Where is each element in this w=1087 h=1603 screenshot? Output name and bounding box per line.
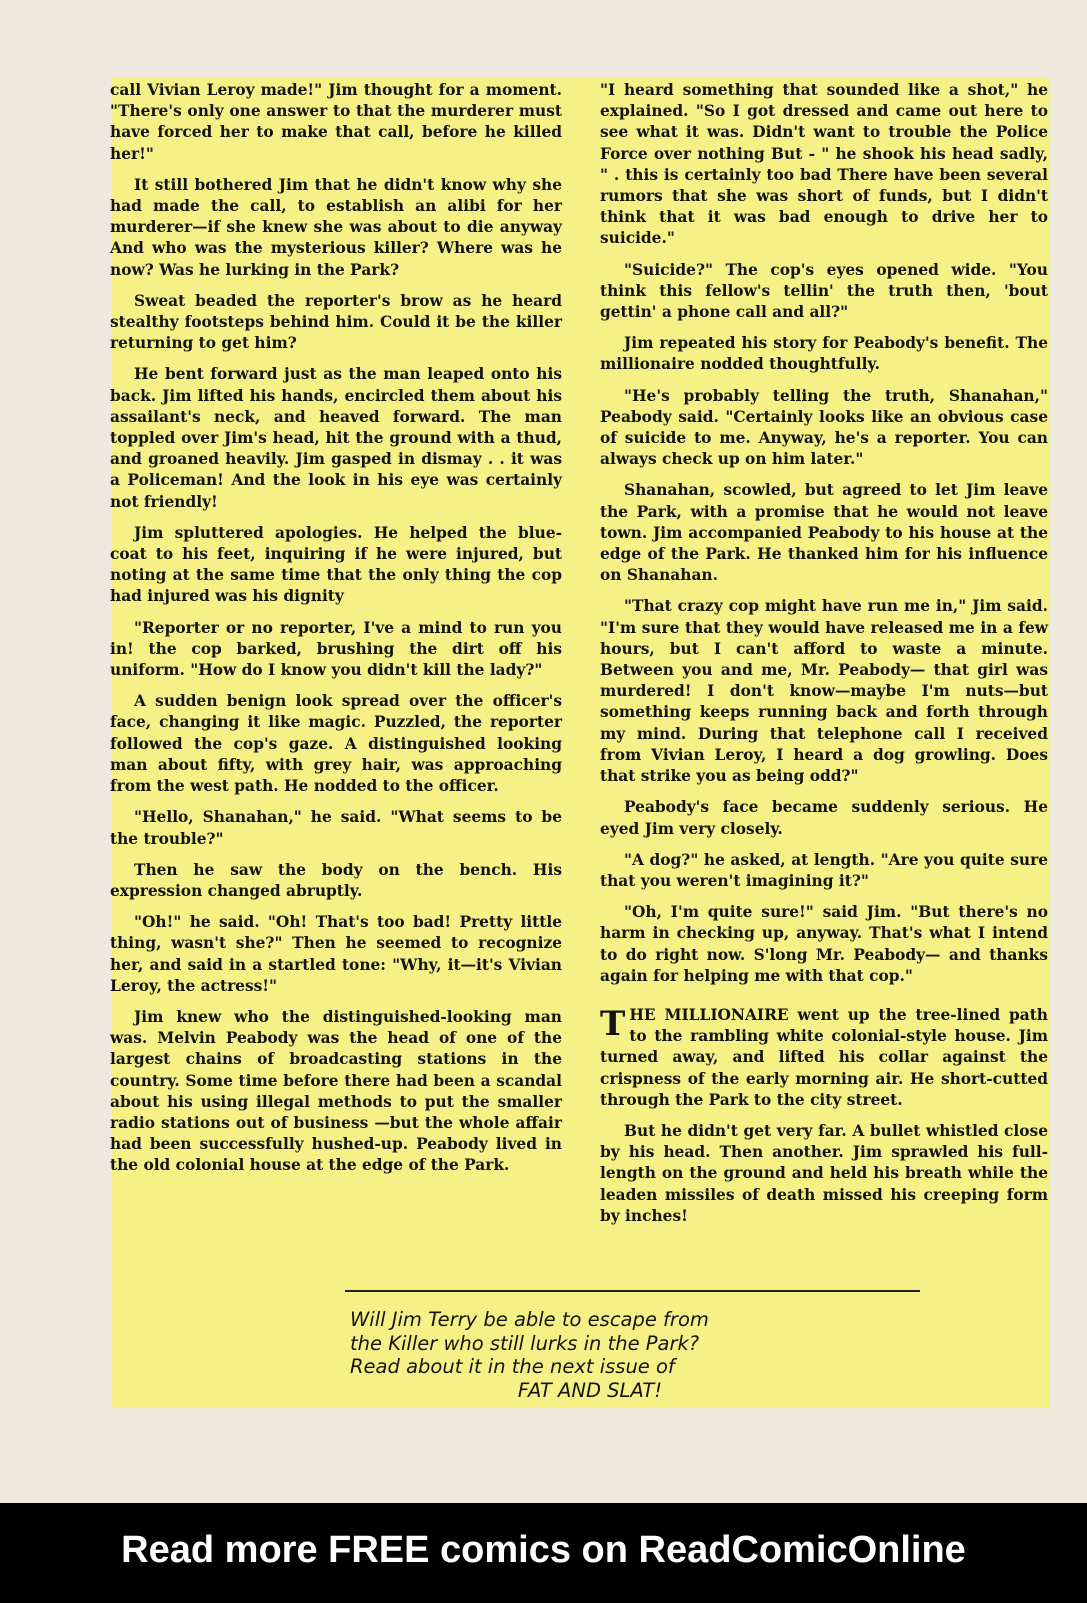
paragraph: Then he saw the body on the bench. His expression changed abruptly.: [110, 860, 562, 900]
paragraph: He bent forward just as the man leaped onto his back. Jim lifted his hands, encircled them about his assailant's neck, and heaved forward. The man toppled over Jim's head, hit the ground with a thud, and groaned heavily. Jim gasped in dismay . . it was a Policeman! And the look in his eye was certainly not friendly!: [110, 365, 562, 511]
paragraph: But he didn't get very far. A bullet whistled close by his head. Then another. Jim sprawled his full-length on the ground and held his breath while the leaden missiles of death missed his creeping form by inches!: [600, 1121, 1048, 1225]
paragraph: call Vivian Leroy made!" Jim thought for a moment. "There's only one answer to that the murderer must have forced her to make that call, before he killed her!": [110, 81, 562, 163]
teaser-line: the Killer who still lurks in the Park?: [350, 1331, 700, 1355]
paragraph: Sweat beaded the reporter's brow as he heard stealthy footsteps behind him. Could it be the killer returning to get him?: [110, 291, 562, 353]
paragraph: "That crazy cop might have run me in," Jim said. "I'm sure that they would have released me in a few hours, but I can't afford to waste a minute. Between you and me, Mr. Peabody— that girl was murdered! I don't know—maybe I'm nuts—but something keeps running back and forth through my mind. During that telephone call I received from Vivian Leroy, I heard a dog growling. Does that strike you as being odd?": [600, 597, 1048, 786]
paragraph: "He's probably telling the truth, Shanahan," Peabody said. "Certainly looks like an obvious case of suicide to me. Anyway, he's a reporter. You can always check up on him later.": [600, 386, 1048, 469]
next-issue-teaser: [350, 1308, 830, 1402]
section-opening-text: HE MILLIONAIRE went up the tree-lined path to the rambling white colonial-style house. Jim turned away, and lifted his collar against the crispness of the early morning air. He short-cutted through the Park to the city street.: [600, 1005, 1048, 1109]
paragraph: "Oh!" he said. "Oh! That's too bad! Pretty little thing, wasn't she?" Then he seemed to recognize her, and said in a startled tone: "Why, it—it's Vivian Leroy, the actress!": [110, 913, 562, 995]
paragraph: Jim spluttered apologies. He helped the blue-coat to his feet, inquiring if he were injured, but noting at the same time that the only thing the cop had injured was his dignity: [110, 523, 562, 606]
right-text-column: [600, 80, 1048, 1237]
paragraph: A sudden benign look spread over the officer's face, changing it like magic. Puzzled, the reporter followed the cop's gaze. A distinguished looking man about fifty, with grey hair, was approaching from the west path. He nodded to the officer.: [110, 692, 562, 796]
paragraph: "Suicide?" The cop's eyes opened wide. "You think this fellow's tellin' the truth then, 'bout gettin' a phone call and all?": [600, 260, 1048, 322]
paragraph: It still bothered Jim that he didn't know why she had made the call, to establish an alibi for her murderer—if she knew she was about to die anyway And who was the mysterious killer? Where was he now? Was he lurking in the Park?: [110, 175, 562, 279]
left-text-column: [110, 80, 562, 1187]
teaser-title: FAT AND SLAT!: [517, 1378, 663, 1402]
paragraph: Jim repeated his story for Peabody's benefit. The millionaire nodded thoughtfully.: [600, 334, 1048, 374]
teaser-line: Will Jim Terry be able to escape from: [350, 1308, 709, 1331]
teaser-line: Read about it in the next issue of: [350, 1355, 675, 1378]
promo-footer-banner: [0, 1503, 1087, 1603]
promo-footer-text: Read more FREE comics on ReadComicOnline: [121, 1529, 966, 1571]
paragraph: Peabody's face became suddenly serious. He eyed Jim very closely.: [600, 798, 1048, 838]
paragraph: "I heard something that sounded like a shot," he explained. "So I got dressed and came out here to see what it was. Didn't want to trouble the Police Force over nothing But - " he shook his head sadly, " . this is certainly too bad There have been several rumors that she was short of funds, but I didn't think that it was bad enough to drive her to suicide.": [600, 81, 1048, 248]
paragraph: "Hello, Shanahan," he said. "What seems to be the trouble?": [110, 808, 562, 848]
divider-rule: [345, 1290, 920, 1292]
paragraph: "Reporter or no reporter, I've a mind to run you in! the cop barked, brushing the dirt off his uniform. "How do I know you didn't kill the lady?": [110, 618, 562, 680]
paragraph: "Oh, I'm quite sure!" said Jim. "But there's no harm in checking up, anyway. That's what I intend to do right now. S'long Mr. Peabody— and thanks again for helping me with that cop.": [600, 903, 1048, 985]
paragraph: "A dog?" he asked, at length. "Are you quite sure that you weren't imagining it?": [600, 850, 1048, 890]
section-opening-paragraph: [600, 1005, 1048, 1111]
paragraph: Shanahan, scowled, but agreed to let Jim leave the Park, with a promise that he would not leave town. Jim accompanied Peabody to his house at the edge of the Park. He thanked him for his influence on Shanahan.: [600, 481, 1048, 585]
paragraph: Jim knew who the distinguished-looking man was. Melvin Peabody was the head of one of the largest chains of broadcasting stations in the country. Some time before there had been a scandal about his using illegal methods to put the smaller radio stations out of business —but the whole affair had been successfully hushed-up. Peabody lived in the old colonial house at the edge of the Park.: [110, 1007, 562, 1175]
drop-cap: T: [600, 1003, 626, 1044]
